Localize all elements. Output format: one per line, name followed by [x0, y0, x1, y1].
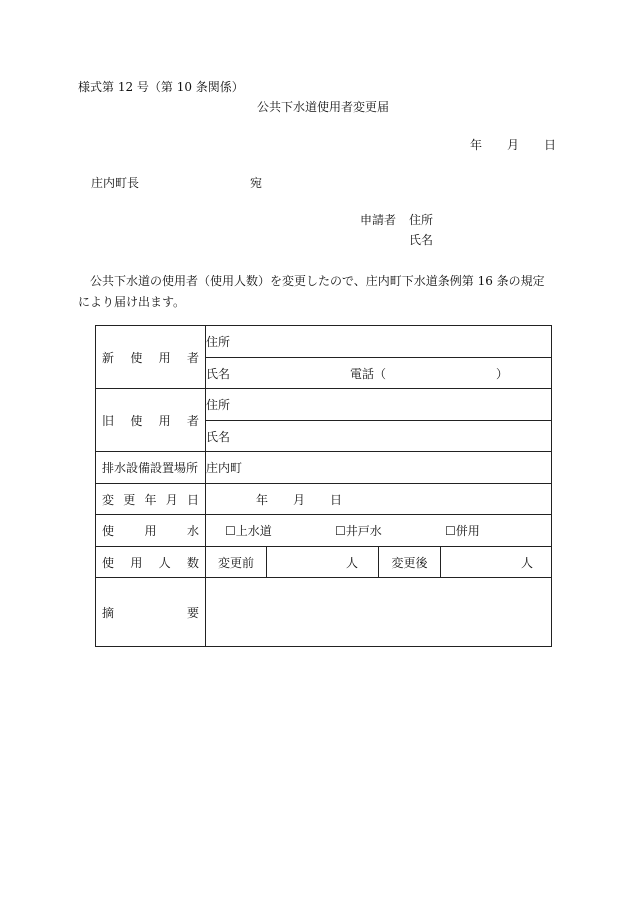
change-date-label: 変 更 年 月 日	[96, 484, 206, 515]
persons-label: 使 用 人 数	[96, 547, 206, 578]
remarks-label: 摘 要	[96, 578, 206, 647]
body-paragraph	[78, 271, 554, 313]
new-user-address-field[interactable]: 住所	[206, 326, 552, 358]
date-month-label: 月	[507, 138, 520, 152]
checkbox-well-water[interactable]: ☐井戸水	[335, 524, 382, 538]
applicant-name-label: 氏名	[409, 233, 434, 247]
phone-close: ）	[496, 366, 509, 381]
persons-after-label: 変更後	[379, 547, 441, 578]
checkbox-tap-water[interactable]: ☐上水道	[225, 524, 272, 538]
water-label: 使 用 水	[96, 515, 206, 547]
old-user-address-field[interactable]: 住所	[206, 389, 552, 421]
form-number: 様式第 12 号（第 10 条関係）	[78, 80, 244, 94]
applicant-address-label: 住所	[409, 213, 434, 227]
change-date-row	[96, 484, 552, 515]
new-user-address-row	[96, 326, 552, 358]
addressee-honorific: 宛	[250, 176, 263, 190]
applicant-label: 申請者	[360, 213, 397, 227]
new-user-name-field[interactable]: 氏名 電話（ ）	[206, 358, 552, 389]
checkbox-combined[interactable]: ☐併用	[445, 524, 480, 538]
location-field[interactable]: 庄内町	[206, 452, 552, 484]
new-user-label: 新 使 用 者	[96, 326, 206, 389]
water-row	[96, 515, 552, 547]
persons-before-field[interactable]: 人	[267, 547, 379, 578]
location-label: 排水設備設置場所	[96, 452, 206, 484]
document-title: 公共下水道使用者変更届	[257, 100, 390, 114]
phone-label: 電話（	[350, 366, 387, 381]
location-row	[96, 452, 552, 484]
water-options-field	[206, 515, 552, 547]
old-user-name-field[interactable]: 氏名	[206, 421, 552, 452]
change-date-field[interactable]: 年 月 日	[206, 484, 552, 515]
persons-row	[96, 547, 552, 578]
addressee-name: 庄内町長	[91, 176, 140, 190]
remarks-row	[96, 578, 552, 647]
date-day-label: 日	[544, 138, 557, 152]
change-form-table	[95, 325, 552, 647]
persons-after-field[interactable]: 人	[441, 547, 552, 578]
old-user-address-row	[96, 389, 552, 421]
body-text: 公共下水道の使用者（使用人数）を変更したので、庄内町下水道条例第 16 条の規定により届け出ます。	[78, 274, 545, 309]
persons-before-label: 変更前	[206, 547, 267, 578]
remarks-field[interactable]	[206, 578, 552, 647]
date-year-label: 年	[470, 138, 483, 152]
old-user-label: 旧 使 用 者	[96, 389, 206, 452]
